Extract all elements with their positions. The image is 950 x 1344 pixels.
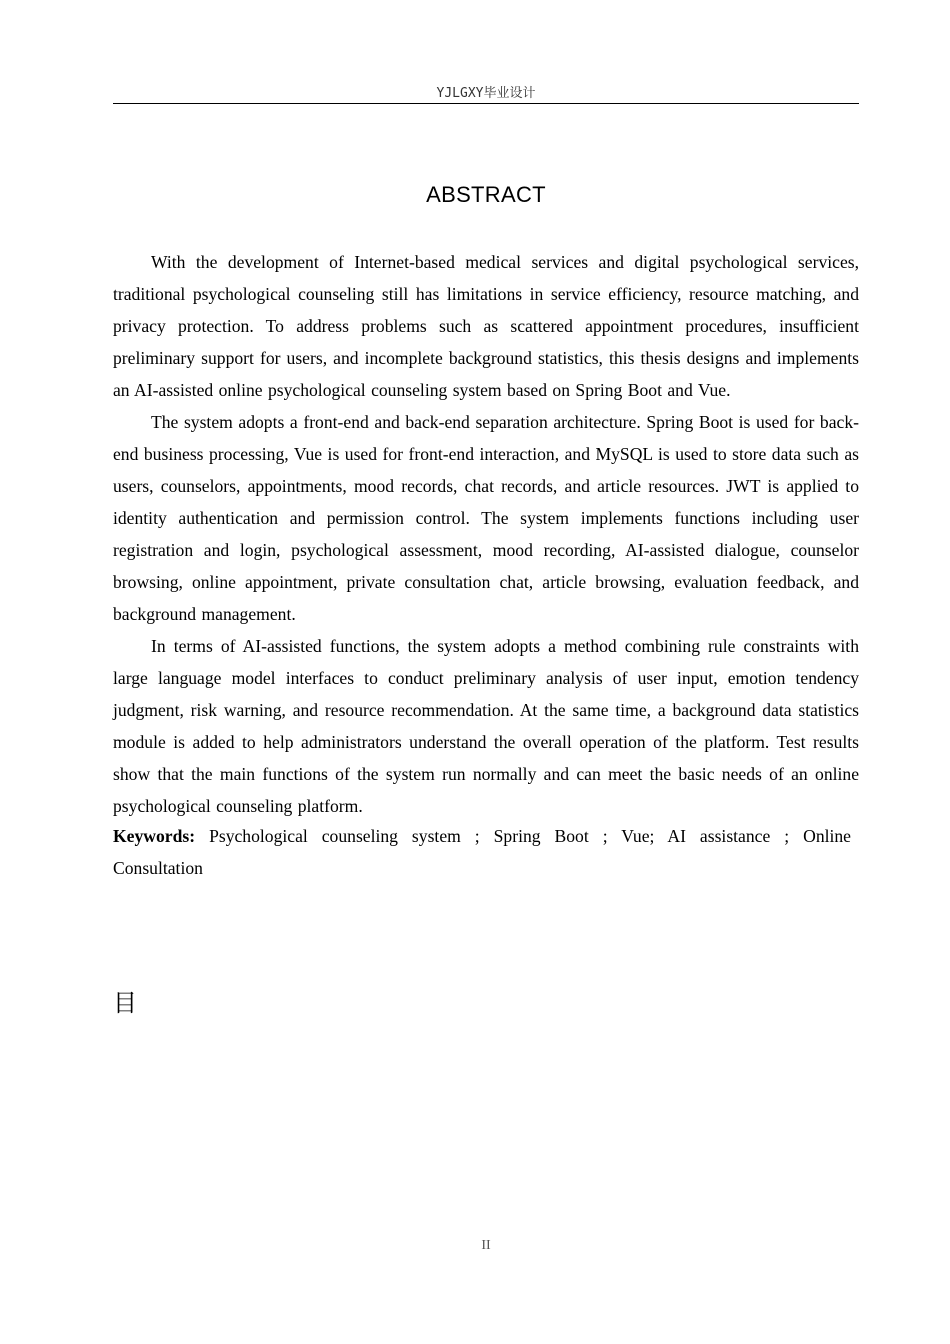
- page-number: II: [481, 1238, 491, 1253]
- running-header: YJLGXY毕业设计: [436, 86, 536, 101]
- keywords-line: [113, 820, 859, 884]
- abstract-paragraph-3: In terms of AI-assisted functions, the system adopts a method combining rule constraints with large language model interfaces to conduct preliminary analysis of user input, emotion tendency judgment, risk warning, and resource recommendation. At the same time, a background data statistics module is added to help administrators understand the overall operation of the platform. Test results show that the main functions of the system run normally and can meet the basic needs of an online psychological counseling platform.: [113, 636, 859, 816]
- abstract-body: [113, 246, 859, 884]
- keywords-text: Psychological counseling system ; Spring Boot ; Vue; AI assistance ; Online Consultation: [113, 826, 851, 878]
- abstract-paragraph-2: The system adopts a front-end and back-end separation architecture. Spring Boot is used for back-end business processing, Vue is used for front-end interaction, and MySQL is used to store data such as users, counselors, appointments, mood records, chat records, and article resources. JWT is applied to identity authentication and permission control. The system implements functions including user registration and login, psychological assessment, mood recording, AI-assisted dialogue, counselor browsing, online appointment, private consultation chat, article browsing, evaluation feedback, and background management.: [113, 412, 859, 624]
- header-rule: [113, 103, 859, 104]
- abstract-title: ABSTRACT: [426, 182, 546, 207]
- toc-heading-fragment: 目: [113, 989, 137, 1017]
- abstract-paragraph-1: With the development of Internet-based medical services and digital psychological services, traditional psychological counseling still has limitations in service efficiency, resource matching, and privacy protection. To address problems such as scattered appointment procedures, insufficient preliminary support for users, and incomplete background statistics, this thesis designs and implements an AI-assisted online psychological counseling system based on Spring Boot and Vue.: [113, 252, 859, 400]
- keywords-label: Keywords:: [113, 826, 196, 846]
